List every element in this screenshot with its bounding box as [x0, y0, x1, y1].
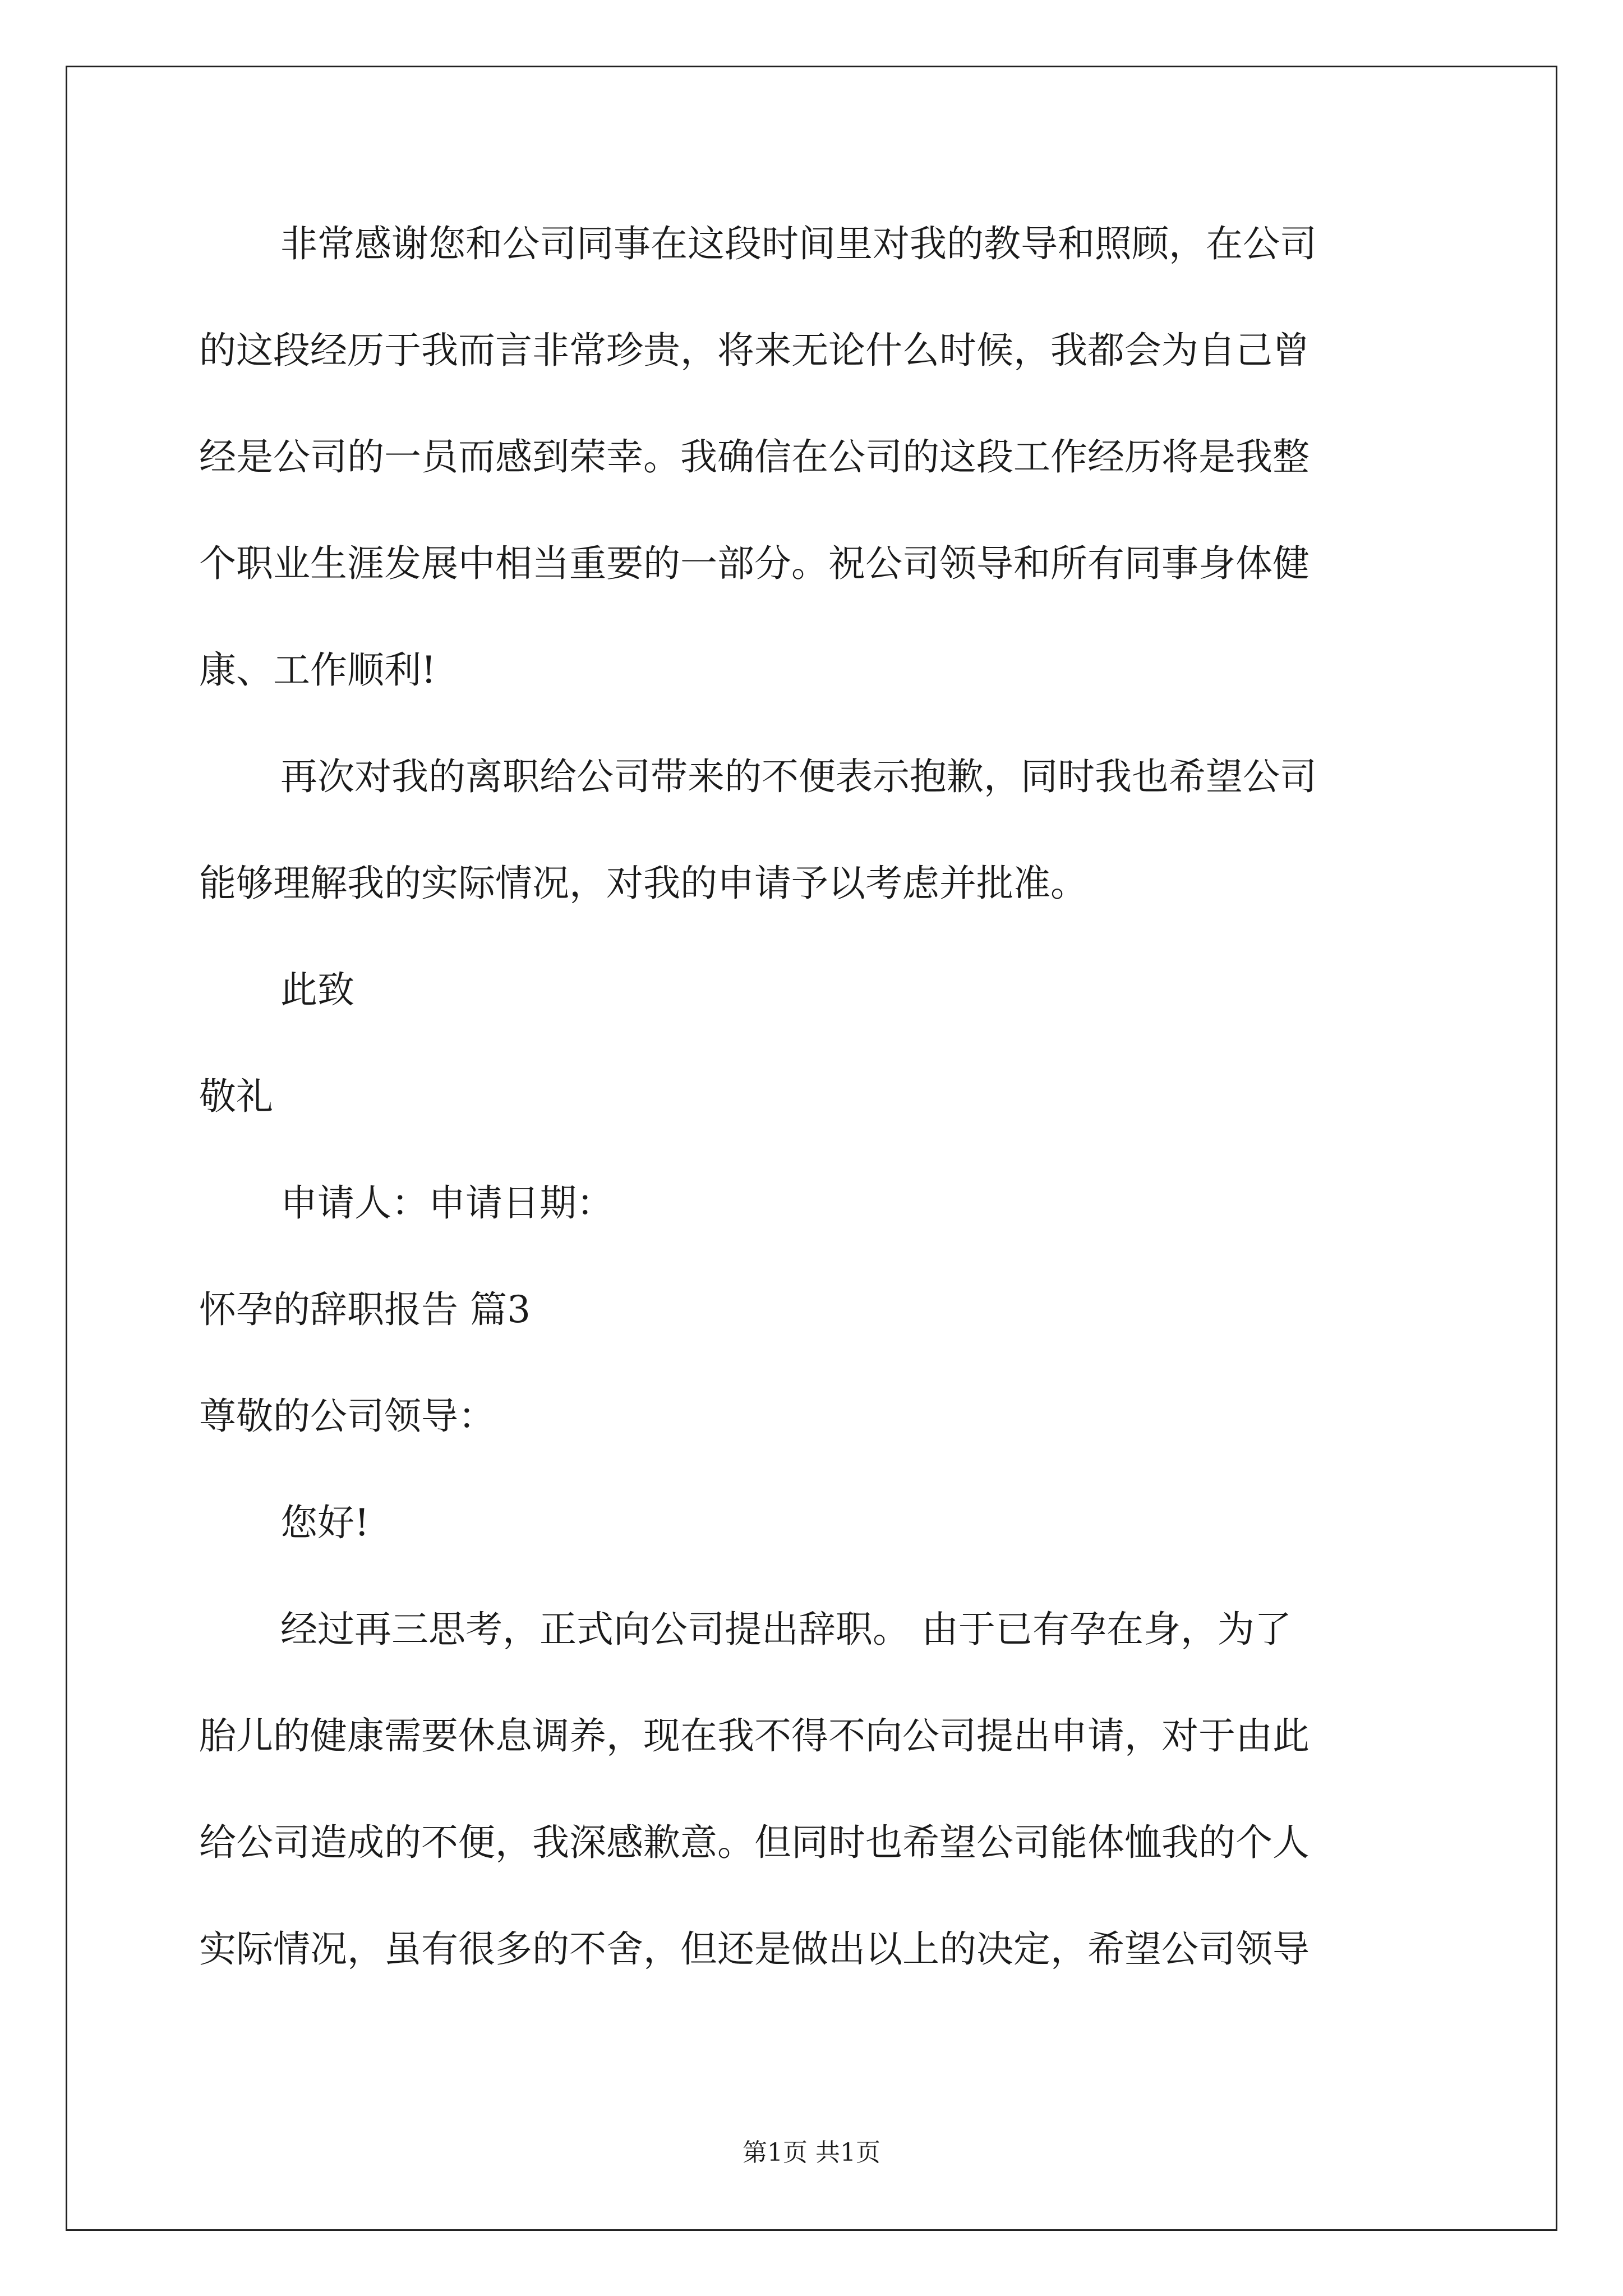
text-line: 经过再三思考，正式向公司提出辞职。 由于已有孕在身，为了	[280, 1608, 1292, 1651]
text-line: 的这段经历于我而言非常珍贵，将来无论什么时候，我都会为自己曾	[199, 329, 1310, 372]
text-line: 康、工作顺利!	[199, 648, 436, 692]
page-number-footer: 第1页 共1页	[743, 2138, 880, 2167]
closing-regards: 敬礼	[199, 1075, 273, 1118]
section-heading: 怀孕的辞职报告 篇3	[199, 1288, 531, 1331]
text-line: 再次对我的离职给公司带来的不便表示抱歉，同时我也希望公司	[280, 755, 1317, 798]
text-line: 个职业生涯发展中相当重要的一部分。祝公司领导和所有同事身体健	[199, 542, 1310, 585]
closing-salutation: 此致	[280, 968, 354, 1011]
text-line: 给公司造成的不便，我深感歉意。但同时也希望公司能体恤我的个人	[199, 1821, 1310, 1864]
text-line: 非常感谢您和公司同事在这段时间里对我的教导和照顾，在公司	[280, 222, 1317, 265]
signature-line: 申请人：申请日期：	[280, 1181, 614, 1225]
text-line: 经是公司的一员而感到荣幸。我确信在公司的这段工作经历将是我整	[199, 435, 1310, 478]
text-line: 能够理解我的实际情况，对我的申请予以考虑并批准。	[199, 862, 1087, 905]
greeting: 尊敬的公司领导：	[199, 1395, 495, 1438]
page-border	[66, 66, 1557, 2231]
text-line: 胎儿的健康需要休息调养，现在我不得不向公司提出申请，对于由此	[199, 1714, 1310, 1757]
text-line: 实际情况，虽有很多的不舍，但还是做出以上的决定，希望公司领导	[199, 1927, 1310, 1971]
greeting-hello: 您好!	[280, 1501, 370, 1544]
